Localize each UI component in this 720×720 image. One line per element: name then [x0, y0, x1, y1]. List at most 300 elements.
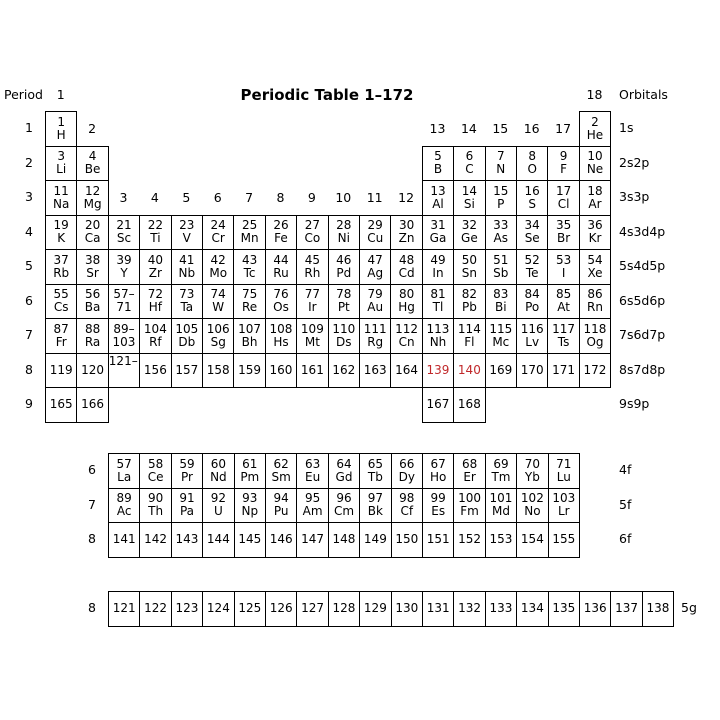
- element-cell-160: [265, 353, 297, 389]
- atomic-number: 42: [210, 252, 226, 267]
- element-cell-132: [453, 591, 485, 627]
- period-label-6: 6: [25, 292, 33, 308]
- element-cell-22: [139, 215, 171, 251]
- atomic-number: 43: [241, 252, 258, 267]
- element-symbol: Sm: [271, 469, 291, 484]
- group-label-9: 9: [307, 190, 316, 205]
- atomic-number: 5: [434, 149, 442, 164]
- element-symbol: Cu: [367, 231, 384, 246]
- element-cell-138: [642, 591, 674, 627]
- atomic-number: 116: [520, 321, 544, 336]
- element-symbol: I: [561, 265, 566, 280]
- element-cell-92: [202, 488, 234, 524]
- atomic-number: 106: [206, 321, 230, 336]
- element-cell-107: [233, 318, 265, 354]
- element-symbol: Sn: [461, 265, 477, 280]
- element-cell-143: [171, 522, 203, 558]
- element-cell-73: [171, 284, 203, 320]
- element-cell-75: [233, 284, 265, 320]
- atomic-number: 110: [332, 321, 356, 336]
- atomic-number: 77: [304, 287, 321, 302]
- element-cell-85: [547, 284, 579, 320]
- element-symbol: At: [557, 300, 570, 315]
- atomic-number: 131: [426, 601, 450, 616]
- period-label-7: 7: [25, 327, 33, 342]
- element-symbol: Am: [302, 504, 323, 519]
- atomic-number: 50: [461, 252, 478, 267]
- element-cell-3: [45, 146, 77, 182]
- element-cell-137: [610, 591, 642, 627]
- atomic-number: 89: [116, 491, 132, 506]
- element-symbol: 71: [116, 300, 132, 315]
- atomic-number: 115: [489, 321, 513, 336]
- element-symbol: Fr: [55, 334, 67, 349]
- element-cell-172: [579, 353, 611, 389]
- element-symbol: Ca: [84, 231, 101, 246]
- element-cell-109: [296, 318, 328, 354]
- f-block-orbital-label: 6f: [619, 531, 632, 546]
- period-label-5: 5: [25, 258, 33, 273]
- element-symbol: Tm: [491, 469, 511, 484]
- element-cell-87: [45, 318, 77, 354]
- orbital-label-8: 8s7d8p: [619, 361, 666, 377]
- element-cell-52: [516, 249, 548, 285]
- atomic-number: 20: [84, 218, 101, 233]
- group-label-1: 1: [56, 87, 65, 102]
- atomic-number: 107: [238, 321, 262, 336]
- element-symbol: Dy: [398, 469, 415, 484]
- atomic-number: 133: [489, 601, 513, 616]
- element-cell-1: [45, 111, 77, 147]
- atomic-number: 21: [116, 218, 132, 233]
- element-symbol: Ra: [84, 334, 101, 349]
- element-symbol: O: [527, 162, 537, 177]
- element-cell-164: [390, 353, 422, 389]
- element-cell-24: [202, 215, 234, 251]
- element-symbol: Ce: [147, 469, 164, 484]
- element-cell-9: [547, 146, 579, 182]
- element-cell-89-range: [108, 318, 140, 354]
- element-cell-81: [422, 284, 454, 320]
- element-cell-171: [547, 353, 579, 389]
- element-symbol: Au: [367, 300, 384, 315]
- element-cell-71: [548, 453, 580, 489]
- element-symbol: Cm: [333, 504, 355, 519]
- element-symbol: Fl: [464, 334, 475, 349]
- element-symbol: Co: [304, 231, 321, 246]
- element-symbol: Kr: [588, 231, 602, 246]
- element-symbol: Bk: [367, 504, 383, 519]
- element-cell-74: [202, 284, 234, 320]
- atomic-number: 47: [367, 252, 383, 267]
- element-symbol: Re: [241, 300, 258, 315]
- element-cell-158: [202, 353, 234, 389]
- atomic-number: 95: [304, 491, 321, 506]
- element-cell-17: [547, 180, 579, 216]
- element-symbol: Ru: [273, 265, 289, 280]
- element-symbol: Cf: [400, 504, 414, 519]
- element-cell-58: [139, 453, 171, 489]
- element-symbol: Rf: [149, 334, 162, 349]
- atomic-number: 28: [336, 218, 352, 233]
- atomic-number: 97: [367, 491, 384, 506]
- element-symbol: Nb: [178, 265, 196, 280]
- atomic-number: 165: [49, 397, 73, 412]
- atomic-number: 6: [465, 149, 474, 164]
- element-cell-141: [108, 522, 140, 558]
- element-cell-133: [485, 591, 517, 627]
- atomic-number: 49: [430, 252, 446, 267]
- element-cell-51: [485, 249, 517, 285]
- atomic-number: 105: [175, 321, 199, 336]
- atomic-number: 51: [493, 252, 509, 267]
- element-cell-169: [485, 353, 517, 389]
- element-cell-53: [547, 249, 579, 285]
- element-symbol: Ga: [429, 231, 447, 246]
- group-label-15: 15: [492, 121, 509, 136]
- element-cell-60: [202, 453, 234, 489]
- f-block-orbital-label: 4f: [619, 462, 632, 477]
- atomic-number: 55: [53, 287, 69, 302]
- group-label-2: 2: [88, 121, 97, 136]
- atomic-number: 41: [179, 252, 195, 267]
- element-cell-35: [547, 215, 579, 251]
- element-cell-122: [139, 591, 171, 627]
- element-symbol: 103: [112, 334, 136, 349]
- atomic-number: 62: [273, 456, 289, 471]
- atomic-number: 78: [336, 287, 352, 302]
- element-cell-101: [485, 488, 517, 524]
- element-cell-150: [391, 522, 423, 558]
- g-block-orbital-label: 5g: [681, 600, 697, 615]
- element-cell-131: [422, 591, 454, 627]
- element-cell-48: [390, 249, 422, 285]
- element-symbol: F: [560, 162, 568, 177]
- element-symbol: Ar: [588, 196, 602, 211]
- element-symbol: Pm: [240, 469, 260, 484]
- element-cell-70: [516, 453, 548, 489]
- element-cell-41: [171, 249, 203, 285]
- element-symbol: Cr: [211, 231, 225, 246]
- element-cell-50: [453, 249, 485, 285]
- element-cell-65: [359, 453, 391, 489]
- atomic-number: 144: [206, 532, 230, 547]
- atomic-number: 98: [399, 491, 415, 506]
- atomic-number: 161: [300, 362, 324, 377]
- atomic-number: 147: [301, 532, 325, 547]
- element-cell-118: [579, 318, 611, 354]
- element-symbol: Os: [273, 300, 289, 315]
- atomic-number: 53: [555, 252, 572, 267]
- element-cell-25: [233, 215, 265, 251]
- element-cell-43: [233, 249, 265, 285]
- element-cell-116: [516, 318, 548, 354]
- element-cell-113: [422, 318, 454, 354]
- atomic-number: 124: [206, 601, 230, 616]
- atomic-number: 46: [336, 252, 352, 267]
- atomic-number: 169: [489, 362, 513, 377]
- atomic-number: 164: [395, 362, 419, 377]
- element-cell-39: [108, 249, 140, 285]
- element-cell-119: [45, 353, 77, 389]
- atomic-number: 16: [524, 183, 540, 198]
- element-symbol: Te: [525, 265, 539, 280]
- element-symbol: Md: [492, 504, 510, 519]
- atomic-number: 158: [206, 362, 230, 377]
- f-block-period-label: 7: [88, 496, 96, 512]
- group-label-14: 14: [460, 121, 477, 136]
- element-cell-135: [548, 591, 580, 627]
- atomic-number: 56: [84, 287, 101, 302]
- element-cell-125: [234, 591, 266, 627]
- element-symbol: Sg: [210, 334, 226, 349]
- atomic-number: 69: [493, 456, 509, 471]
- atomic-number: 27: [304, 218, 321, 233]
- element-cell-148: [328, 522, 360, 558]
- g-block-period-label: 8: [88, 600, 96, 615]
- atomic-number: 61: [242, 456, 258, 471]
- element-symbol: Mt: [304, 334, 320, 349]
- element-cell-57: [108, 453, 140, 489]
- element-cell-105: [171, 318, 203, 354]
- orbital-label-5: 5s4d5p: [619, 258, 666, 273]
- divider-line: [108, 387, 139, 388]
- atomic-number: 39: [116, 252, 132, 267]
- atomic-number: 19: [53, 218, 69, 233]
- group-label-11: 11: [366, 190, 383, 205]
- element-symbol: Lr: [557, 504, 570, 519]
- period-label-8: 8: [25, 361, 33, 377]
- element-symbol: Na: [53, 196, 70, 211]
- group-label-5: 5: [182, 190, 191, 205]
- element-cell-56: [76, 284, 108, 320]
- atomic-number: 171: [552, 362, 576, 377]
- element-symbol: Si: [463, 196, 475, 211]
- element-cell-19: [45, 215, 77, 251]
- element-symbol: Ta: [180, 300, 194, 315]
- element-symbol: Np: [241, 504, 259, 519]
- element-symbol: Lv: [525, 334, 540, 349]
- atomic-number: 84: [524, 287, 540, 302]
- atomic-number: 54: [587, 252, 603, 267]
- atomic-number: 8: [528, 149, 537, 164]
- group-label-6: 6: [213, 190, 222, 205]
- element-cell-126: [265, 591, 297, 627]
- f-block-orbital-label: 5f: [619, 496, 632, 512]
- element-symbol: Hf: [148, 300, 162, 315]
- element-cell-117: [547, 318, 579, 354]
- atomic-number: 1: [57, 114, 66, 129]
- atomic-number: 86: [587, 287, 603, 302]
- element-cell-62: [265, 453, 297, 489]
- element-symbol: Pu: [273, 504, 289, 519]
- element-symbol: Ir: [308, 300, 317, 315]
- element-cell-102: [516, 488, 548, 524]
- orbital-label-3: 3s3p: [619, 189, 650, 204]
- element-cell-64: [328, 453, 360, 489]
- atomic-number: 162: [332, 362, 356, 377]
- element-cell-104: [139, 318, 171, 354]
- atomic-number: 128: [332, 601, 356, 616]
- element-symbol: Ti: [150, 231, 161, 246]
- element-cell-110: [328, 318, 360, 354]
- atomic-number: 148: [332, 532, 356, 547]
- f-block-period-label: 6: [88, 462, 96, 477]
- element-cell-147: [296, 522, 328, 558]
- orbital-label-2: 2s2p: [619, 154, 650, 170]
- element-cell-161: [296, 353, 328, 389]
- element-cell-134: [516, 591, 548, 627]
- atomic-number: 166: [81, 397, 105, 412]
- element-cell-28: [328, 215, 360, 251]
- atomic-number: 100: [458, 491, 482, 506]
- element-cell-10: [579, 146, 611, 182]
- element-cell-95: [296, 488, 328, 524]
- atomic-number: 170: [520, 362, 544, 377]
- element-cell-76: [265, 284, 297, 320]
- atomic-number: 32: [461, 218, 478, 233]
- element-cell-100: [453, 488, 485, 524]
- element-cell-93: [234, 488, 266, 524]
- element-symbol: La: [117, 469, 132, 484]
- element-symbol: Pb: [461, 300, 477, 315]
- element-symbol: Zn: [398, 231, 415, 246]
- atomic-number: 117: [552, 321, 576, 336]
- atomic-number: 9: [559, 149, 568, 164]
- atomic-number: 30: [398, 218, 415, 233]
- element-cell-80: [390, 284, 422, 320]
- element-symbol: As: [493, 231, 509, 246]
- element-cell-36: [579, 215, 611, 251]
- element-cell-88: [76, 318, 108, 354]
- element-cell-23: [171, 215, 203, 251]
- element-symbol: Eu: [304, 469, 321, 484]
- element-symbol: Ag: [367, 265, 384, 280]
- element-symbol: Th: [148, 504, 164, 519]
- f-block-period-label: 8: [88, 531, 96, 546]
- element-symbol: Hg: [398, 300, 415, 315]
- element-symbol: Mo: [209, 265, 228, 280]
- element-cell-99: [422, 488, 454, 524]
- element-symbol: Er: [463, 469, 476, 484]
- atomic-number: 23: [179, 218, 195, 233]
- atomic-number: 37: [53, 252, 69, 267]
- atomic-number: 121–: [108, 353, 138, 368]
- atomic-number: 70: [524, 456, 541, 471]
- atomic-number: 153: [489, 532, 513, 547]
- atomic-number: 160: [269, 362, 293, 377]
- atomic-number: 31: [430, 218, 446, 233]
- element-symbol: Bi: [495, 300, 507, 315]
- atomic-number: 103: [552, 491, 576, 506]
- element-symbol: Nd: [210, 469, 227, 484]
- element-cell-20: [76, 215, 108, 251]
- atomic-number: 3: [57, 149, 66, 164]
- orbitals-header: Orbitals: [619, 87, 668, 102]
- element-cell-18: [579, 180, 611, 216]
- element-cell-128: [328, 591, 360, 627]
- element-symbol: Li: [56, 162, 67, 177]
- atomic-number: 89–: [113, 321, 135, 336]
- element-cell-140: [453, 353, 485, 389]
- element-cell-142: [139, 522, 171, 558]
- element-cell-98: [391, 488, 423, 524]
- atomic-number: 34: [524, 218, 540, 233]
- atomic-number: 114: [457, 321, 481, 336]
- element-cell-61: [234, 453, 266, 489]
- element-cell-96: [328, 488, 360, 524]
- element-cell-69: [485, 453, 517, 489]
- element-symbol: Ac: [116, 504, 132, 519]
- element-symbol: Rn: [587, 300, 603, 315]
- atomic-number: 140: [457, 362, 481, 377]
- element-cell-68: [453, 453, 485, 489]
- atomic-number: 152: [458, 532, 482, 547]
- atomic-number: 168: [457, 397, 481, 412]
- element-cell-72: [139, 284, 171, 320]
- atomic-number: 130: [395, 601, 419, 616]
- element-cell-37: [45, 249, 77, 285]
- element-cell-149: [359, 522, 391, 558]
- element-cell-84: [516, 284, 548, 320]
- element-cell-89: [108, 488, 140, 524]
- element-symbol: Pt: [337, 300, 350, 315]
- element-cell-91: [171, 488, 203, 524]
- element-cell-67: [422, 453, 454, 489]
- element-cell-5: [422, 146, 454, 182]
- atomic-number: 96: [336, 491, 352, 506]
- atomic-number: 36: [587, 218, 603, 233]
- element-symbol: Mc: [492, 334, 510, 349]
- element-cell-46: [328, 249, 360, 285]
- element-cell-27: [296, 215, 328, 251]
- element-cell-166: [76, 387, 108, 423]
- period-label-4: 4: [25, 223, 33, 239]
- period-label-1: 1: [25, 120, 33, 135]
- element-symbol: B: [433, 162, 443, 177]
- element-cell-159: [233, 353, 265, 389]
- atomic-number: 138: [646, 601, 670, 616]
- element-cell-167: [422, 387, 454, 423]
- atomic-number: 38: [84, 252, 101, 267]
- atomic-number: 113: [426, 321, 450, 336]
- element-cell-154: [516, 522, 548, 558]
- element-symbol: Al: [432, 196, 444, 211]
- atomic-number: 145: [238, 532, 262, 547]
- element-cell-49: [422, 249, 454, 285]
- atomic-number: 99: [430, 491, 446, 506]
- element-symbol: Bh: [241, 334, 258, 349]
- element-cell-66: [391, 453, 423, 489]
- element-symbol: Sc: [116, 231, 132, 246]
- element-cell-106: [202, 318, 234, 354]
- element-symbol: Tb: [367, 469, 383, 484]
- element-cell-45: [296, 249, 328, 285]
- element-symbol: Ba: [84, 300, 101, 315]
- element-cell-90: [139, 488, 171, 524]
- atomic-number: 150: [395, 532, 419, 547]
- atomic-number: 137: [615, 601, 639, 616]
- atomic-number: 83: [493, 287, 509, 302]
- element-cell-78: [328, 284, 360, 320]
- element-symbol: Rh: [304, 265, 321, 280]
- atomic-number: 157: [175, 362, 199, 377]
- atomic-number: 66: [399, 456, 415, 471]
- element-cell-165: [45, 387, 77, 423]
- element-cell-38: [76, 249, 108, 285]
- element-cell-163: [359, 353, 391, 389]
- element-cell-57-range: [108, 284, 140, 320]
